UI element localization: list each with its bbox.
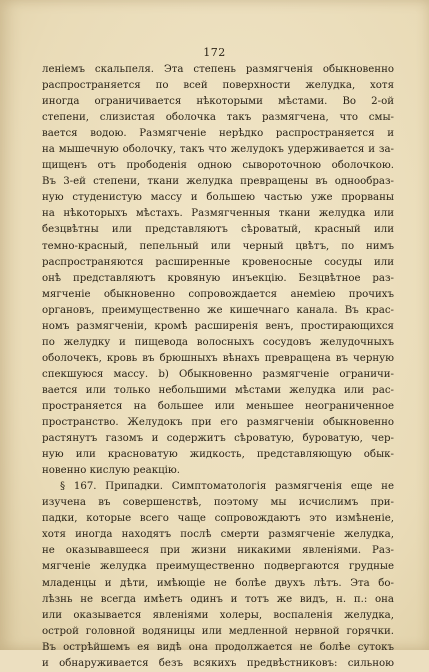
page-number: 172 [203, 46, 226, 59]
text-line: онѣ представляютъ кровяную инъекцію. Безцвѣтное раз- [42, 272, 394, 284]
section-heading-line: § 167. Припадки. Симптоматологія размягченія еще не [60, 481, 394, 493]
text-line: ную студенистую массу и большею частью уже прорваны [42, 192, 394, 204]
text-line: лѣзнь не всегда имѣетъ одинъ и тотъ же видъ, н. п.: она [42, 593, 394, 605]
text-line: пространяется на большее или меньшее неограниченное [42, 400, 394, 412]
text-line: острой головной водяницы или медленной нервной горячки. [42, 625, 394, 637]
text-line: органовъ, преимущественно же кишечнаго канала. Въ крас- [42, 304, 394, 316]
text-line: мягченіе обыкновенно сопровождается анеміею прочихъ [42, 288, 394, 300]
text-line: падки, которые всего чаще сопровождаютъ это измѣненіе, [42, 513, 394, 525]
text-line: вается или только небольшими мѣстами желудка или рас- [42, 384, 394, 396]
text-line: вается водою. Размягченіе нерѣдко распространяется и [42, 128, 394, 140]
text-line: щищенъ отъ прободенія одною сывороточною оболочкою. [42, 160, 394, 172]
body-text [42, 62, 394, 672]
text-line: Въ острѣйшемъ ея видѣ она продолжается не болѣе сутокъ [42, 641, 394, 653]
text-line: распространяется по всей поверхности желудка, хотя [42, 80, 394, 92]
text-line: безцвѣтны или представляютъ сѣроватый, красный или [42, 224, 394, 236]
text-line: не оказывавшееся при жизни никакими явленіями. Раз- [42, 545, 394, 557]
text-line: на мышечную оболочку, такъ что желудокъ удерживается и за- [42, 144, 394, 156]
text-line: на нѣкоторыхъ мѣстахъ. Размягченныя ткани желудка или [42, 208, 394, 220]
text-line: Въ 3-ей степени, ткани желудка превращены въ однообраз- [42, 176, 394, 188]
text-line: ную или красноватую жидкость, представляющую обык- [42, 449, 394, 461]
text-line: пространство. Желудокъ при его размягченіи обыкновенно [42, 417, 394, 429]
text-line: и обнаруживается безъ всякихъ предвѣстниковъ: сильною [42, 657, 394, 669]
text-line: распространяются расширенные кровеносные сосуды или [42, 256, 394, 268]
text-line: темно-красный, пепельный или черный цвѣтъ, по нимъ [42, 240, 394, 252]
text-line: оболочекъ, кровь въ брюшныхъ вѣнахъ превращена въ черную [42, 352, 394, 364]
paragraph-last-line: новенно кислую реакцію. [42, 465, 180, 477]
text-line: мягченіе желудка преимущественно подвергаются грудные [42, 561, 394, 573]
text-line: иногда ограничивается нѣкоторыми мѣстами. Во 2-ой [42, 96, 394, 108]
text-line: растянутъ газомъ и содержитъ сѣроватую, буроватую, чер- [42, 433, 394, 445]
text-line: хотя иногда находятъ послѣ смерти размягченіе желудка, [42, 529, 394, 541]
text-line: спекшуюся массу. b) Обыкновенно размягченіе ограничи- [42, 368, 394, 380]
text-line: номъ размягченіи, кромѣ расширенія венъ, простирающихся [42, 320, 394, 332]
text-line: изучена въ совершенствѣ, поэтому мы исчислимъ при- [42, 497, 394, 509]
text-line: леніемъ скальпеля. Эта степень размягченія обыкновенно [42, 64, 394, 75]
text-line: по желудку и пищевода волосныхъ сосудовъ желудочныхъ [42, 336, 394, 348]
text-line: или оказывается явленіями холеры, воспаленія желудка, [42, 609, 394, 621]
text-line: степени, слизистая оболочка такъ размягчена, что смы- [42, 112, 394, 124]
text-line: младенцы и дѣти, имѣющіе не болѣе двухъ лѣтъ. Эта бо- [42, 577, 394, 589]
